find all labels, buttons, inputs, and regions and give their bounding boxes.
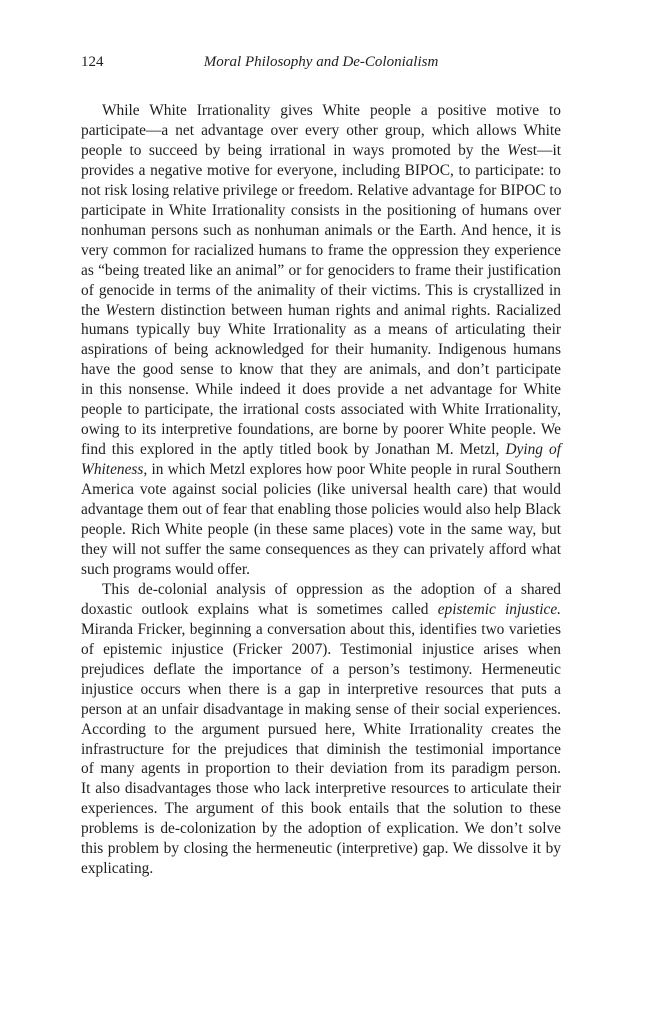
text-line — [81, 660, 561, 680]
text-line — [81, 181, 561, 201]
text-line — [81, 221, 561, 241]
text-run: in which Metzl explores how poor White people in rural Southern — [147, 461, 561, 479]
text-line — [81, 121, 561, 141]
paragraph — [81, 101, 561, 580]
text-run: This de-colonial analysis of oppression as the adoption of a shared — [102, 580, 561, 598]
text-run: estern distinction between human rights and animal rights. Racialized — [118, 301, 562, 319]
text-line — [81, 640, 561, 660]
text-run: experiences. The argument of this book entails that the solution to these — [81, 800, 561, 818]
text-run: America vote against social policies (like universal health care) that would — [81, 481, 561, 499]
text-run: person at an unfair disadvantage in making sense of their social experiences. — [81, 700, 561, 718]
text-run: It also disadvantages those who lack interpretive resources to articulate their — [81, 780, 561, 798]
text-run: doxastic outlook explains what is sometimes called — [81, 600, 438, 618]
text-line — [81, 740, 561, 760]
text-line — [81, 540, 561, 560]
text-line — [81, 779, 561, 799]
text-line — [81, 420, 561, 440]
text-run: participate—a net advantage over every other group, which allows White — [81, 121, 561, 139]
text-line — [81, 520, 561, 540]
text-run: infrastructure for the prejudices that diminish the testimonial importance — [81, 740, 561, 758]
text-line — [81, 320, 561, 340]
text-line — [81, 839, 561, 859]
text-run: nonhuman persons such as nonhuman animals or the Earth. And hence, it is — [81, 221, 561, 239]
text-run: find this explored in the aptly titled book by Jonathan M. Metzl, — [81, 441, 506, 459]
text-line — [81, 680, 561, 700]
text-run: prejudices deflate the importance of a person’s testimony. Hermeneutic — [81, 660, 561, 678]
text-run: of genocide in terms of the animality of their victims. This is crystallized in — [81, 281, 561, 299]
italic-text: W — [105, 301, 119, 319]
text-run: Miranda Fricker, beginning a conversation about this, identifies two varieties — [81, 620, 561, 638]
text-run: people. Rich White people (in these same places) vote in the same way, but — [81, 521, 561, 539]
text-line — [81, 720, 561, 740]
text-line — [81, 380, 561, 400]
italic-text: W — [507, 141, 520, 159]
text-line — [81, 759, 561, 779]
italic-text: Dying of — [505, 441, 561, 459]
text-run: in this nonsense. While indeed it does provide a net advantage for White — [81, 381, 561, 399]
text-line — [81, 241, 561, 261]
text-run: explicating. — [81, 860, 154, 878]
text-run: people to participate, the irrational costs associated with White Irrationality, — [81, 401, 561, 419]
text-run: According to the argument pursued here, White Irrationality creates the — [81, 720, 561, 738]
text-run: humans typically buy White Irrationality as a means of articulating their — [81, 321, 561, 339]
paragraph — [81, 580, 561, 879]
text-run: of epistemic injustice (Fricker 2007). Testimonial injustice arises when — [81, 640, 561, 658]
text-line — [81, 859, 561, 879]
text-line — [81, 600, 561, 620]
italic-text: Whiteness, — [81, 461, 148, 479]
text-line — [81, 500, 561, 520]
text-run: problems is de-colonization by the adoption of explication. We don’t solve — [81, 820, 561, 838]
text-run: not risk losing relative privilege or freedom. Relative advantage for BIPOC to — [81, 181, 562, 199]
text-line — [81, 360, 561, 380]
text-line — [81, 460, 561, 480]
text-run: participate in White Irrationality consists in the positioning of humans over — [81, 201, 561, 219]
text-run: people to succeed by being irrational in ways promoted by the — [81, 141, 508, 159]
text-line — [81, 819, 561, 839]
text-run: such programs would offer. — [81, 560, 250, 578]
text-line — [81, 101, 561, 121]
text-run: have the good sense to know that they are animals, and don’t participate — [81, 361, 561, 379]
text-run: provides a negative motive for everyone, including BIPOC, to participate: to — [81, 161, 561, 179]
text-run: they will not suffer the same consequences as they can privately afford what — [81, 540, 561, 558]
text-line — [81, 201, 561, 221]
text-line — [81, 141, 561, 161]
text-line — [81, 620, 561, 640]
text-line — [81, 700, 561, 720]
text-line — [81, 301, 561, 321]
text-run: aspirations of being acknowledged for their humanity. Indigenous humans — [81, 341, 561, 359]
body-text — [81, 101, 561, 879]
text-run: advantage them out of fear that enabling those policies would also help Black — [81, 501, 561, 519]
text-run: of many agents in proportion to their deviation from its paradigm person. — [81, 760, 561, 778]
text-run: While White Irrationality gives White people a positive motive to — [102, 102, 561, 119]
running-head — [81, 52, 561, 72]
text-run: the — [81, 301, 106, 319]
text-run: this problem by closing the hermeneutic (interpretive) gap. We dissolve it by — [81, 840, 561, 858]
page-number: 124 — [81, 54, 104, 70]
text-line — [81, 261, 561, 281]
text-line — [81, 400, 561, 420]
text-run: very common for racialized humans to frame the oppression they experience — [81, 241, 561, 259]
italic-text: epistemic injustice. — [437, 600, 562, 618]
text-line — [81, 440, 561, 460]
text-line — [81, 799, 561, 819]
text-run: owing to its interpretive foundations, are borne by poorer White people. We — [81, 421, 561, 439]
text-line — [81, 340, 561, 360]
text-run: as “being treated like an animal” or for genociders to frame their justification — [81, 261, 561, 279]
text-run: injustice occurs when there is a gap in interpretive resources that puts a — [81, 680, 561, 698]
text-line — [81, 161, 561, 181]
text-line — [81, 281, 561, 301]
running-title: Moral Philosophy and De-Colonialism — [203, 54, 439, 70]
text-run: est—it — [519, 141, 561, 159]
text-line — [81, 560, 561, 580]
text-line — [81, 480, 561, 500]
text-line — [81, 580, 561, 600]
